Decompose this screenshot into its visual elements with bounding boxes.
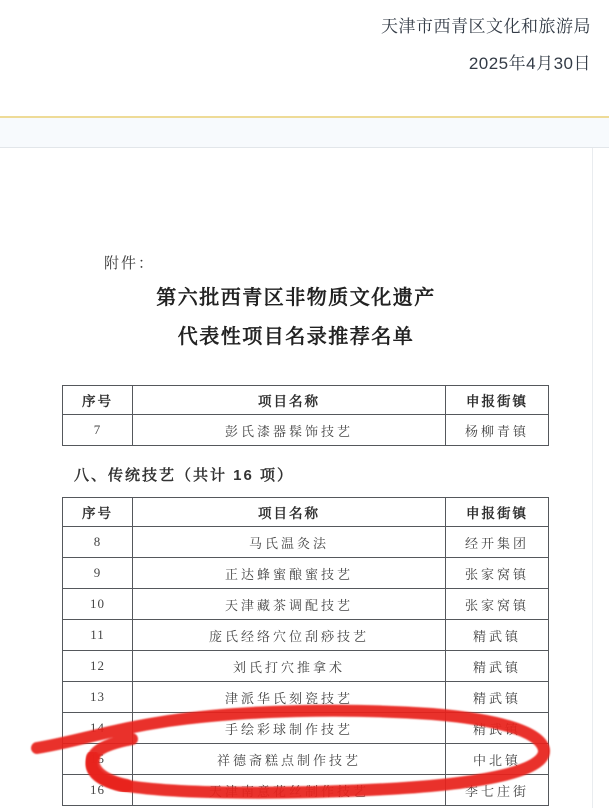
- table-cell: 精武镇: [446, 713, 549, 744]
- table-row: [63, 775, 549, 806]
- table-row: [63, 558, 549, 589]
- column-header: 序号: [63, 386, 133, 415]
- table-cell: 精武镇: [446, 620, 549, 651]
- table-cell: 12: [63, 651, 133, 682]
- table-cell: 杨柳青镇: [446, 415, 549, 446]
- project-table-section8: [62, 497, 549, 806]
- table-row: [63, 589, 549, 620]
- table-cell: 经开集团: [446, 527, 549, 558]
- table-cell: 15: [63, 744, 133, 775]
- issuing-agency: 天津市西青区文化和旅游局: [381, 17, 591, 36]
- document-title-line2: 代表性项目名录推荐名单: [177, 326, 415, 348]
- project-table-section7: [62, 385, 549, 446]
- table-cell: 手绘彩球制作技艺: [133, 713, 446, 744]
- section-band: [0, 118, 609, 148]
- issue-date: 2025年4月30日: [468, 54, 591, 73]
- table-cell: 8: [63, 527, 133, 558]
- signature-block: [381, 16, 591, 75]
- table-row: [63, 713, 549, 744]
- table-row: [63, 651, 549, 682]
- table-cell: 刘氏打穴推拿术: [133, 651, 446, 682]
- table-cell: 庞氏经络穴位刮痧技艺: [133, 620, 446, 651]
- table-cell: 精武镇: [446, 682, 549, 713]
- section-heading-traditional-crafts: 八、传统技艺（共计 16 项）: [74, 467, 295, 484]
- column-header: 项目名称: [133, 498, 446, 527]
- table-cell: 张家窝镇: [446, 589, 549, 620]
- table-cell: 7: [63, 415, 133, 446]
- header-row: [63, 386, 549, 415]
- table-cell: 13: [63, 682, 133, 713]
- attachment-label: 附件：: [104, 256, 156, 272]
- attachment-page: [0, 148, 593, 808]
- table-cell: 李七庄街: [446, 775, 549, 806]
- table-cell: 中北镇: [446, 744, 549, 775]
- table-cell: 11: [63, 620, 133, 651]
- column-header: 序号: [63, 498, 133, 527]
- table-cell: 彭氏漆器髹饰技艺: [133, 415, 446, 446]
- table-row: [63, 415, 549, 446]
- table-cell: 9: [63, 558, 133, 589]
- column-header: 申报街镇: [446, 386, 549, 415]
- table-cell: 14: [63, 713, 133, 744]
- header-row: [63, 498, 549, 527]
- table-cell: 16: [63, 775, 133, 806]
- table-row: [63, 682, 549, 713]
- table-row: [63, 620, 549, 651]
- table-cell: 津派华氏刻瓷技艺: [133, 682, 446, 713]
- table-cell: 精武镇: [446, 651, 549, 682]
- table-cell: 天津藏茶调配技艺: [133, 589, 446, 620]
- document-title-line1: 第六批西青区非物质文化遗产: [156, 287, 436, 309]
- table-row: [63, 527, 549, 558]
- table-cell: 祥德斋糕点制作技艺: [133, 744, 446, 775]
- table-row: [63, 744, 549, 775]
- table-cell: 天津南意花丝制作技艺: [133, 775, 446, 806]
- table-cell: 10: [63, 589, 133, 620]
- table-cell: 张家窝镇: [446, 558, 549, 589]
- column-header: 申报街镇: [446, 498, 549, 527]
- table-cell: 马氏温灸法: [133, 527, 446, 558]
- table-cell: 正达蜂蜜酿蜜技艺: [133, 558, 446, 589]
- column-header: 项目名称: [133, 386, 446, 415]
